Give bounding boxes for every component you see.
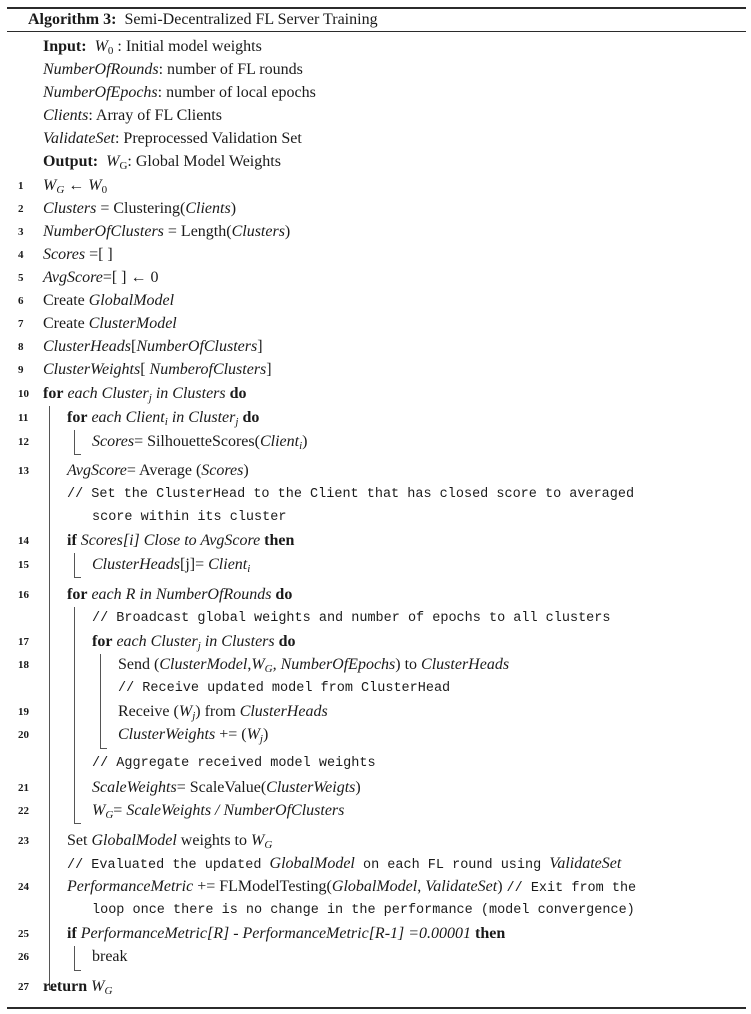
code-line-22: $W_G=$ ScaleWeights / NumberOfClusters <box>92 802 345 821</box>
line-number: 6 <box>18 295 24 307</box>
param-line: Clients: Array of FL Clients <box>43 107 222 124</box>
code-line-9: ClusterWeights[ NumberofClusters] <box>43 361 272 378</box>
comment-line: // Receive updated model from ClusterHead <box>118 681 451 696</box>
line-number: 13 <box>18 465 29 477</box>
line-number: 17 <box>18 636 29 648</box>
algorithm-caption <box>28 10 378 30</box>
code-line-18: Send ($ClusterModel,W_G$, NumberOfEpochs) to ClusterHeads <box>118 656 510 675</box>
line-number: 1 <box>18 180 24 192</box>
code-line-5: AvgScore=[ ] ← 0 <box>43 269 159 286</box>
code-line-21: ScaleWeights= ScaleValue(ClusterWeigts) <box>92 779 361 796</box>
line-number: 5 <box>18 272 24 284</box>
code-line-2: Clusters = Clustering(Clients) <box>43 200 237 217</box>
comment-line: // Broadcast global weights and number of epochs to all clusters <box>92 611 611 626</box>
block-bar-for-rounds <box>74 607 75 823</box>
code-line-26: break <box>92 948 128 965</box>
block-end <box>100 748 107 749</box>
code-line-15: ClusterHeads[j]= Client$_i$ <box>92 556 251 575</box>
comment-line: score within its cluster <box>92 510 287 525</box>
line-number: 20 <box>18 729 29 741</box>
line-number: 7 <box>18 318 24 330</box>
code-line-13: AvgScore= Average (Scores) <box>67 462 249 479</box>
code-line-10: for each Cluster$_j$ in Clusters do <box>43 385 247 404</box>
param-line: NumberOfEpochs: number of local epochs <box>43 84 316 101</box>
code-line-19: Receive $(W_j)$ from ClusterHeads <box>118 703 328 722</box>
comment-line: // Aggregate received model weights <box>92 756 376 771</box>
line-number: 16 <box>18 589 29 601</box>
line-number: 4 <box>18 249 24 261</box>
line-number: 25 <box>18 928 29 940</box>
line-number: 11 <box>18 412 29 424</box>
algorithm-label: Algorithm 3: <box>28 11 117 28</box>
line-number: 12 <box>18 436 29 448</box>
block-bar-if-break <box>74 946 75 970</box>
line-number: 26 <box>18 951 29 963</box>
line-number: 8 <box>18 341 24 353</box>
code-line-14: if Scores[i] Close to AvgScore then <box>67 532 295 549</box>
line-number: 19 <box>18 706 29 718</box>
line-number: 24 <box>18 881 29 893</box>
line-number: 3 <box>18 226 24 238</box>
line-number: 15 <box>18 559 29 571</box>
code-line-3: NumberOfClusters = Length(Clusters) <box>43 223 291 240</box>
code-line-20: ClusterWeights += $(W_j)$ <box>118 726 269 745</box>
code-line-25: if PerformanceMetric[R] - PerformanceMetric[R-1] =0.00001 then <box>67 925 506 942</box>
block-end <box>74 454 81 455</box>
line-number: 22 <box>18 805 29 817</box>
block-end <box>74 970 81 971</box>
code-line-8: ClusterHeads[NumberOfClusters] <box>43 338 263 355</box>
param-line: NumberOfRounds: number of FL rounds <box>43 61 303 78</box>
comment-line: // Evaluated the updated GlobalModel on each FL round using ValidateSet <box>67 855 622 873</box>
code-line-27: return $W_G$ <box>43 978 113 997</box>
line-number: 27 <box>18 981 29 993</box>
code-line-24: PerformanceMetric += FLModelTesting(GlobalModel, ValidateSet) // Exit from the <box>67 878 637 896</box>
comment-line: loop once there is no change in the performance (model convergence) <box>92 903 635 918</box>
block-end <box>74 823 81 824</box>
code-line-23: Set GlobalModel weights to $W_G$ <box>67 832 273 851</box>
line-number: 10 <box>18 388 29 400</box>
code-line-12: Scores= SilhouetteScores(Client$_i$) <box>92 433 308 452</box>
param-line: ValidateSet: Preprocessed Validation Set <box>43 130 302 147</box>
line-number: 23 <box>18 835 29 847</box>
code-line-11: for each Client$_i$ in Cluster$_j$ do <box>67 409 260 428</box>
block-bar-for-clients <box>74 430 75 454</box>
block-bar-for-clusters <box>49 406 50 989</box>
code-line-1: $W_G$ ← $W_0$ <box>43 177 108 196</box>
code-line-7: Create ClusterModel <box>43 315 177 332</box>
code-line-4: Scores =[ ] <box>43 246 113 263</box>
code-line-6: Create GlobalModel <box>43 292 175 309</box>
block-bar-for-clusters-inner <box>100 654 101 748</box>
line-number: 9 <box>18 364 24 376</box>
input-line: Input: $W_0$ : Initial model weights <box>43 38 262 57</box>
bottom-rule <box>7 1007 746 1009</box>
caption-rule <box>7 31 746 32</box>
line-number: 14 <box>18 535 29 547</box>
block-end <box>74 577 81 578</box>
code-line-17: for each Cluster$_j$ in Clusters do <box>92 633 296 652</box>
block-bar-if <box>74 553 75 577</box>
top-rule <box>7 7 746 9</box>
comment-line: // Set the ClusterHead to the Client that has closed score to averaged <box>67 487 635 502</box>
line-number: 2 <box>18 203 24 215</box>
output-line: Output: $W_G$: Global Model Weights <box>43 153 281 172</box>
line-number: 18 <box>18 659 29 671</box>
algorithm-title: Semi-Decentralized FL Server Training <box>124 11 378 28</box>
line-number: 21 <box>18 782 29 794</box>
code-line-16: for each R in NumberOfRounds do <box>67 586 293 603</box>
